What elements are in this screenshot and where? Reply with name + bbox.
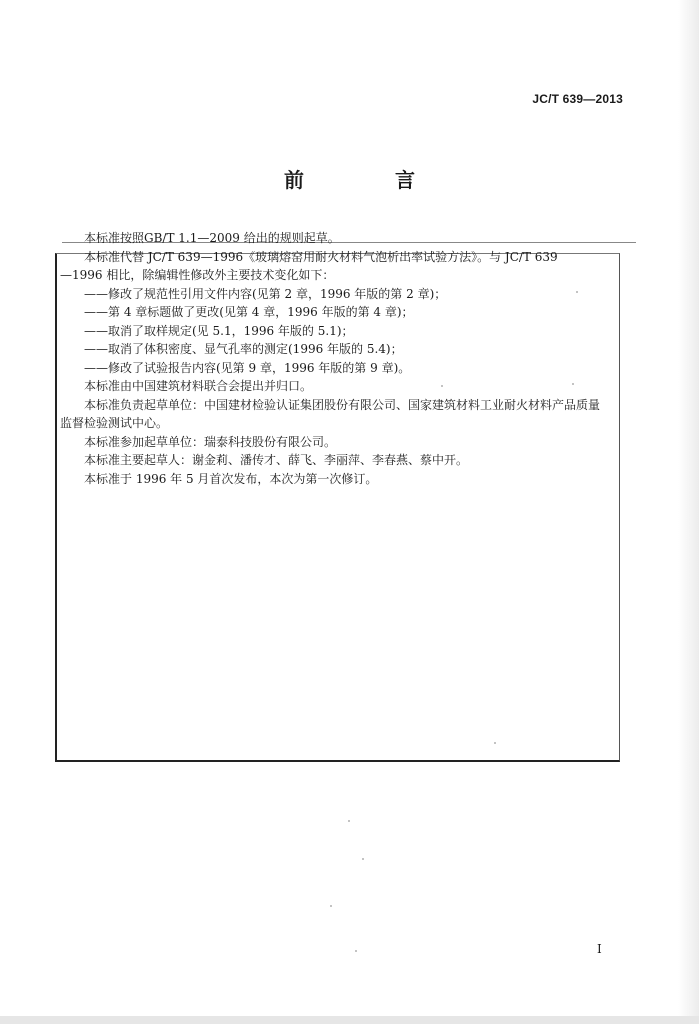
change-item-5: ——修改了试验报告内容(见第 9 章，1996 年版的第 9 章)。 [84,360,411,375]
scan-speck [348,820,350,822]
change-item-2: ——第 4 章标题做了更改(见第 4 章，1996 年版的第 4 章)； [84,305,414,319]
page-number: I [597,942,602,956]
page-title: 前 言 [284,168,457,192]
paragraph-participating-unit: 本标准参加起草单位：瑞泰科技股份有限公司。 [84,434,337,449]
paragraph-replacement-line2: —1996 相比，除编辑性修改外主要技术变化如下： [60,268,335,282]
paragraph-drafting-units-line1: 本标准负责起草单位：中国建材检验认证集团股份有限公司、国家建筑材料工业耐火材料产品质量 [84,397,601,412]
scan-speck [572,383,574,385]
change-item-4: ——取消了体积密度、显气孔率的测定(1996 年版的 5.4)； [84,342,403,356]
change-item-3: ——取消了取样规定(见 5.1，1996 年版的 5.1)； [84,323,354,338]
scan-speck [441,385,443,387]
standard-code-header: JC/T 639—2013 [532,92,623,106]
paragraph-drafters: 本标准主要起草人：谢金莉、潘传才、薛飞、李丽萍、李春燕、蔡中开。 [84,453,469,467]
scan-speck [355,950,357,952]
paragraph-history: 本标准于 1996 年 5 月首次发布，本次为第一次修订。 [84,471,378,486]
paragraph-drafting-rules: 本标准按照GB/T 1.1—2009 给出的规则起草。 [84,231,340,245]
scan-bottom-edge [0,1016,699,1024]
paragraph-proposer: 本标准由中国建筑材料联合会提出并归口。 [84,379,313,393]
scan-speck [494,742,496,744]
change-item-1: ——修改了规范性引用文件内容(见第 2 章，1996 年版的第 2 章)； [84,286,447,301]
scan-speck [362,858,364,860]
scan-speck [576,291,578,293]
paragraph-drafting-units-line2: 监督检验测试中心。 [60,416,169,430]
paragraph-replacement-line1: 本标准代替 JC/T 639—1996《玻璃熔窑用耐火材料气泡析出率试验方法》。与 JC/T 639 [84,249,558,264]
scan-speck [330,905,332,907]
foreword-body [60,229,628,488]
